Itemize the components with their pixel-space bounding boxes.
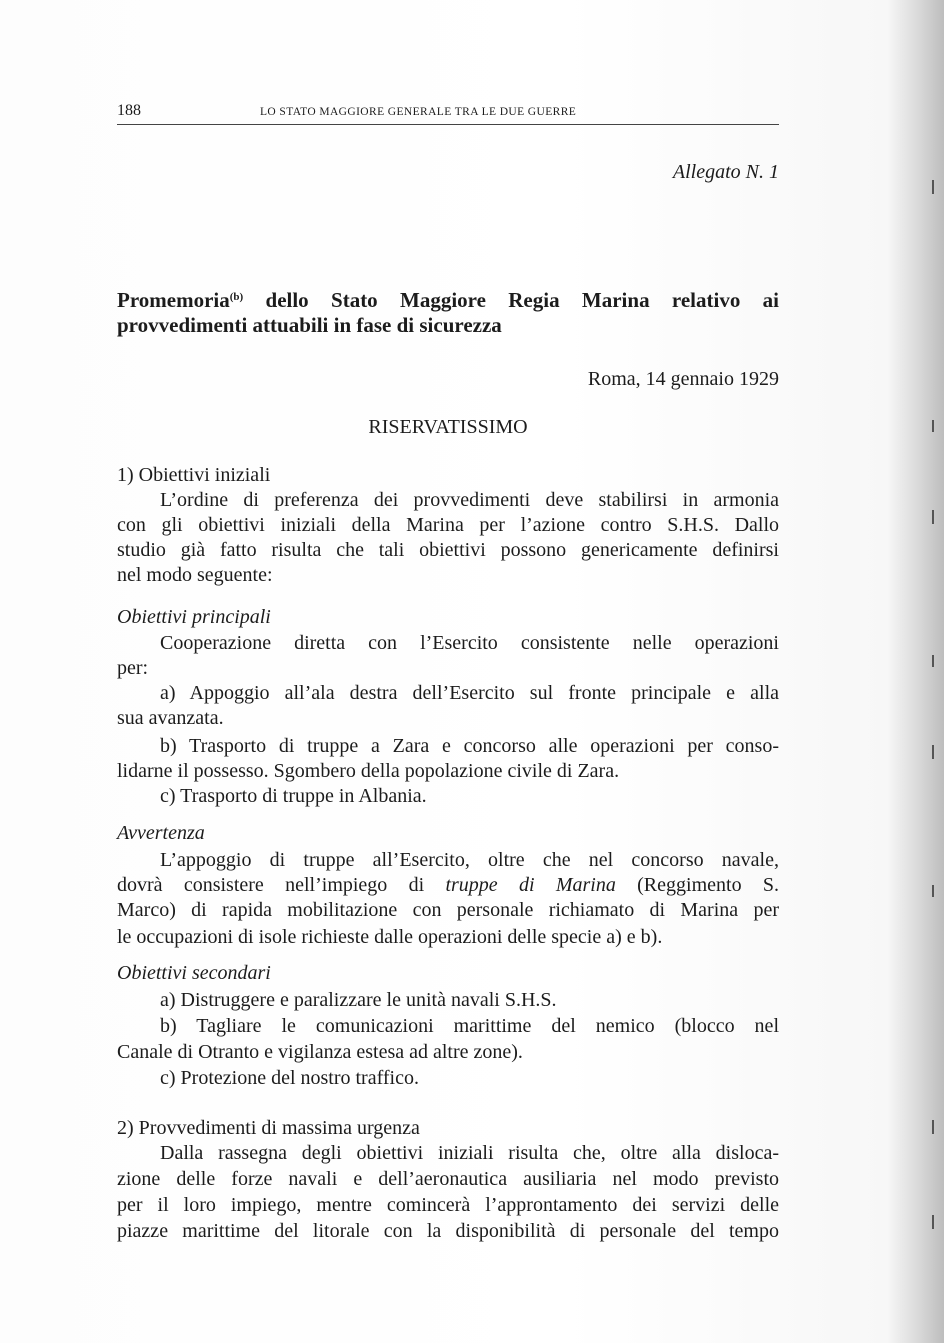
paragraph-line: zione delle forze navali e dell’aeronautica ausiliaria nel modo previsto bbox=[117, 1168, 779, 1190]
paragraph-line: Dalla rassegna degli obiettivi iniziali risulta che, oltre alla disloca- bbox=[160, 1142, 779, 1164]
paragraph-line: piazze marittime del litorale con la disponibilità di personale del tempo bbox=[117, 1220, 779, 1242]
list-item-line: Canale di Otranto e vigilanza estesa ad altre zone). bbox=[117, 1041, 523, 1063]
annex-label: Allegato N. 1 bbox=[672, 161, 779, 183]
binding-edge-mark bbox=[932, 655, 934, 667]
document-title-line-1: Promemoria$^{(b)}$ dello Stato Maggiore Regia Marina relativo ai bbox=[117, 288, 779, 312]
footnote-marker: (b) bbox=[229, 291, 244, 303]
list-item-line: lidarne il possesso. Sgombero della popolazione civile di Zara. bbox=[117, 760, 620, 782]
paragraph-line: dovrà consistere nell’impiego di truppe di Marina (Reggimento S. bbox=[117, 874, 779, 896]
list-item-line: b) Tagliare le comunicazioni marittime del nemico (blocco nel bbox=[160, 1015, 779, 1037]
paragraph-line: per: bbox=[117, 657, 149, 679]
principal-objectives-heading: Obiettivi principali bbox=[117, 606, 271, 628]
list-item-line: b) Trasporto di truppe a Zara e concorso alle operazioni per conso- bbox=[160, 735, 779, 757]
paragraph-line: L’appoggio di truppe all’Esercito, oltre che nel concorso navale, bbox=[160, 849, 779, 871]
list-item-line: a) Appoggio all’ala destra dell’Esercito sul fronte principale e alla bbox=[160, 682, 779, 704]
binding-edge-mark bbox=[932, 1120, 934, 1134]
classification-label: RISERVATISSIMO bbox=[368, 416, 528, 438]
binding-edge-mark bbox=[932, 745, 934, 759]
running-title: LO STATO MAGGIORE GENERALE TRA LE DUE GUERRE bbox=[260, 106, 577, 118]
binding-edge-mark bbox=[932, 1215, 934, 1229]
paragraph-line: per il loro impiego, mentre comincerà l’approntamento dei servizi delle bbox=[117, 1194, 779, 1216]
list-item-line: a) Distruggere e paralizzare le unità navali S.H.S. bbox=[160, 989, 557, 1011]
section-2-heading: 2) Provvedimenti di massima urgenza bbox=[117, 1117, 420, 1139]
binding-edge-mark bbox=[932, 180, 934, 194]
paragraph-line: nel modo seguente: bbox=[117, 564, 273, 586]
running-header bbox=[117, 100, 779, 125]
section-1-heading: 1) Obiettivi iniziali bbox=[117, 464, 271, 486]
binding-edge-mark bbox=[932, 510, 934, 524]
paragraph-line: Marco) di rapida mobilitazione con personale richiamato di Marina per bbox=[117, 899, 779, 921]
warning-heading: Avvertenza bbox=[117, 822, 205, 844]
document-title-line-2: provvedimenti attuabili in fase di sicurezza bbox=[117, 313, 502, 337]
secondary-objectives-heading: Obiettivi secondari bbox=[117, 962, 271, 984]
paragraph-line: studio già fatto risulta che tali obiettivi possono genericamente definirsi bbox=[117, 539, 779, 561]
page-number: 188 bbox=[117, 102, 141, 119]
paragraph-line: Cooperazione diretta con l’Esercito consistente nelle operazioni bbox=[160, 632, 779, 654]
list-item-line: c) Trasporto di truppe in Albania. bbox=[160, 785, 427, 807]
paragraph-line: con gli obiettivi iniziali della Marina per l’azione contro S.H.S. Dallo bbox=[117, 514, 779, 536]
binding-edge-mark bbox=[932, 420, 934, 432]
date-line: Roma, 14 gennaio 1929 bbox=[587, 368, 779, 390]
paragraph-line: le occupazioni di isole richieste dalle operazioni delle specie a) e b). bbox=[117, 926, 663, 948]
list-item-line: c) Protezione del nostro traffico. bbox=[160, 1067, 419, 1089]
binding-edge-mark bbox=[932, 885, 934, 897]
paragraph-line: L’ordine di preferenza dei provvedimenti deve stabilirsi in armonia bbox=[160, 489, 779, 511]
list-item-line: sua avanzata. bbox=[117, 707, 224, 729]
